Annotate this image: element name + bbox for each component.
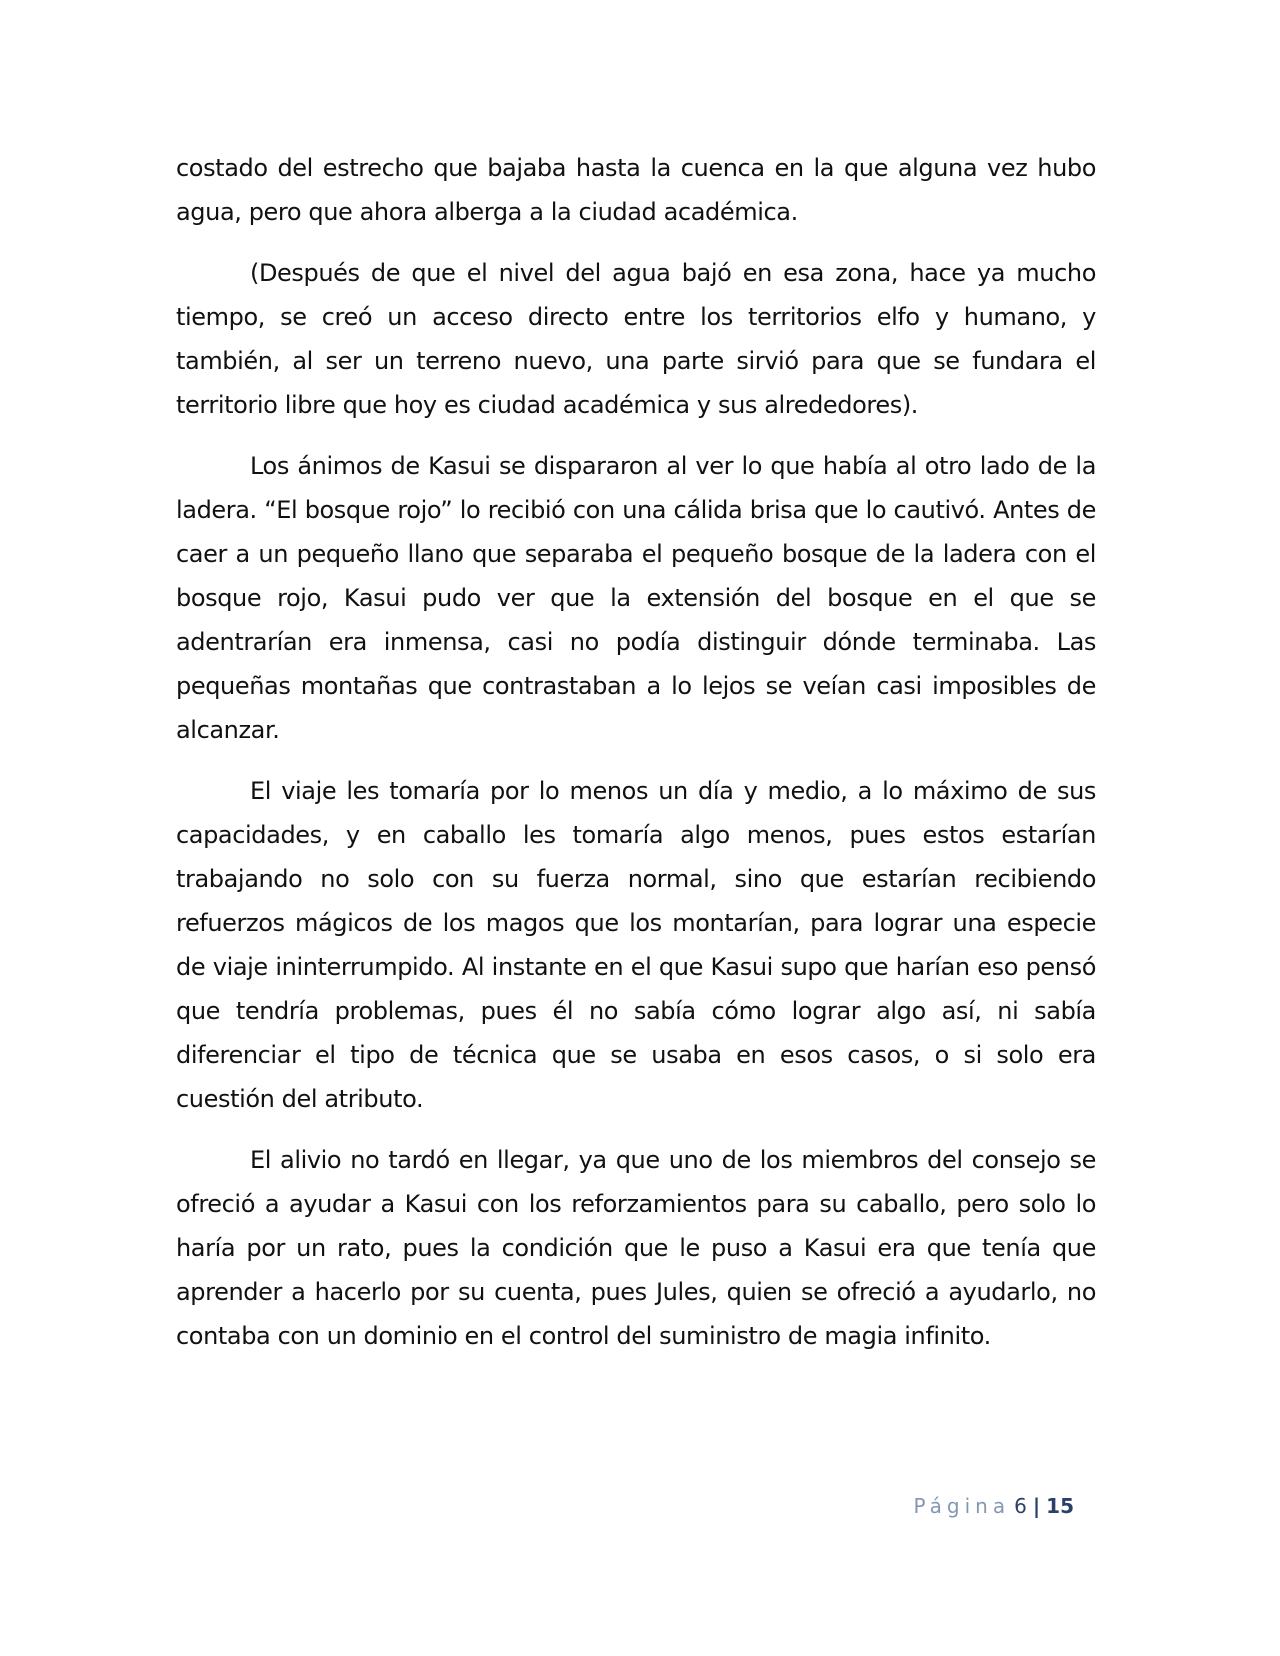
page-number: 6: [1014, 1494, 1027, 1518]
page-footer: [914, 1492, 1075, 1520]
paragraph-4: El viaje les tomaría por lo menos un día y medio, a lo máximo de sus capacidades, y en caballo les tomaría algo menos, pues estos estarían trabajando no solo con su fuerza normal, sino que estarían recibiendo refuerzos mágicos de los magos que los montarían, para lograr una especie de viaje ininterrumpido. Al instante en el que Kasui supo que harían eso pensó que tendría problemas, pues él no sabía cómo lograr algo así, ni sabía diferenciar el tipo de técnica que se usaba en esos casos, o si solo era cuestión del atributo.: [176, 777, 1096, 1113]
paragraph-2: (Después de que el nivel del agua bajó en esa zona, hace ya mucho tiempo, se creó un acceso directo entre los territorios elfo y humano, y también, al ser un terreno nuevo, una parte sirvió para que se fundara el territorio libre que hoy es ciudad académica y sus alrededores).: [176, 259, 1096, 419]
paragraph-1: costado del estrecho que bajaba hasta la cuenca en la que alguna vez hubo agua, pero que ahora alberga a la ciudad académica.: [176, 154, 1096, 226]
page-label: Página: [913, 1494, 1011, 1518]
paragraph-5: El alivio no tardó en llegar, ya que uno de los miembros del consejo se ofreció a ayudar a Kasui con los reforzamientos para su caballo, pero solo lo haría por un rato, pues la condición que le puso a Kasui era que tenía que aprender a hacerlo por su cuenta, pues Jules, quien se ofreció a ayudarlo, no contaba con un dominio en el control del suministro de magia infinito.: [176, 1146, 1096, 1350]
paragraph-3: Los ánimos de Kasui se dispararon al ver lo que había al otro lado de la ladera. “El bosque rojo” lo recibió con una cálida brisa que lo cautivó. Antes de caer a un pequeño llano que separaba el pequeño bosque de la ladera con el bosque rojo, Kasui pudo ver que la extensión del bosque en el que se adentrarían era inmensa, casi no podía distinguir dónde terminaba. Las pequeñas montañas que contrastaban a lo lejos se veían casi imposibles de alcanzar.: [176, 452, 1096, 744]
page-separator: |: [1032, 1494, 1041, 1518]
body-text: [176, 146, 1096, 1375]
total-pages: 15: [1046, 1494, 1074, 1518]
